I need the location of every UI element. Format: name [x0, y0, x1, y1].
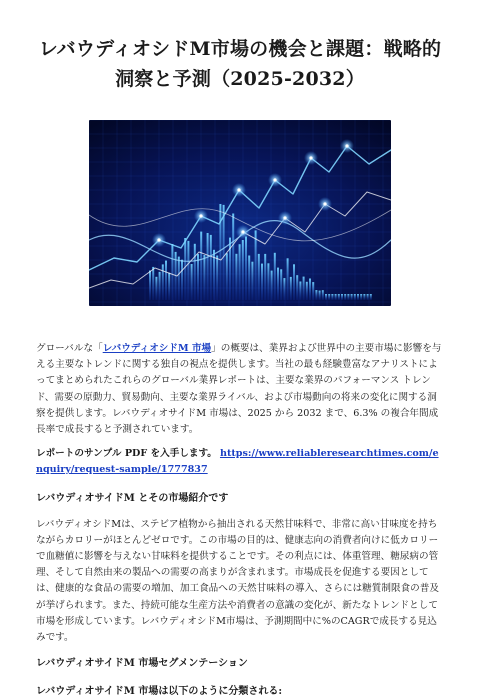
- intro-body: 」の概要は、業界および世界中の主要市場に影響を与える主要なトレンドに関する独自の視点を提供します。当社の最も経験豊富なアナリストによってまとめられたこれらのグローバル業界レポートは、主要な業界のパフォーマンス トレンド、需要の原動力、貿易動向、主要な業界ライバル、および市場動向の将来の変化に関する洞察を提供します。レバウディオサイドM 市場は、2025 から 2032 まで、6.3% の複合年間成長率で成長すると予測されています。: [36, 343, 442, 436]
- hero-dot-decoration: [157, 238, 160, 241]
- hero-bar-decoration: [341, 294, 343, 300]
- hero-bar-decoration: [296, 275, 298, 300]
- hero-bar-decoration: [210, 235, 212, 300]
- hero-bar-decoration: [277, 268, 279, 300]
- market-keyword-link[interactable]: レバウディオシドM 市場: [102, 343, 212, 354]
- hero-bar-decoration: [248, 256, 250, 301]
- hero-bar-decoration: [191, 264, 193, 300]
- hero-bar-decoration: [287, 258, 289, 300]
- hero-bar-decoration: [363, 294, 365, 300]
- hero-bar-decoration: [299, 282, 301, 301]
- title-line-1: レバウディオシドM市場の機会と課題：戦略的: [38, 38, 442, 60]
- hero-bar-decoration: [347, 294, 349, 300]
- hero-bar-decoration: [171, 244, 173, 300]
- hero-bar-decoration: [328, 294, 330, 300]
- hero-bar-decoration: [187, 241, 189, 300]
- hero-bar-decoration: [322, 290, 324, 300]
- classification-heading: レバウディオサイドM 市場は以下のように分類される:: [36, 686, 283, 698]
- hero-bar-decoration: [271, 271, 273, 300]
- hero-bar-decoration: [367, 294, 369, 300]
- hero-bar-decoration: [181, 260, 183, 300]
- hero-bar-decoration: [267, 263, 269, 300]
- hero-bar-decoration: [274, 253, 276, 300]
- hero-bar-decoration: [309, 279, 311, 301]
- hero-dot-decoration: [283, 216, 286, 219]
- title-line-2: 洞察と予測（2025-2032）: [115, 68, 365, 90]
- hero-bar-decoration: [245, 237, 247, 301]
- hero-bar-decoration: [251, 262, 253, 300]
- segmentation-heading: レバウディオサイドM 市場セグメンテーション: [36, 658, 248, 670]
- hero-bar-decoration: [335, 294, 337, 300]
- hero-bar-decoration: [200, 232, 202, 300]
- hero-dot-decoration: [237, 188, 240, 191]
- hero-bar-decoration: [226, 253, 228, 300]
- intro-paragraph: [36, 341, 444, 438]
- hero-bar-decoration: [219, 204, 221, 300]
- hero-bar-decoration: [370, 294, 372, 300]
- hero-bar-decoration: [351, 294, 353, 300]
- hero-bar-decoration: [280, 269, 282, 300]
- section-intro-body: レバウディオシドMは、ステビア植物から抽出される天然甘味料で、非常に高い甘味度を持ちながらカロリーがほとんどゼロです。この市場の目的は、健康志向の消費者向けに低カロリーで血糖値に影響を与えない甘味料を提供することです。その利点には、体重管理、糖尿病の管理、そして自然由来の製品への需要の高まりが含まれます。市場成長を促進する要因としては、健康的な食品の需要の増加、加工食品への天然甘味料の導入、さらには糖質制限食の普及が挙げられます。また、持続可能な生産方法や消費者の意識の変化が、新たなトレンドとして市場を形成しています。レバウディオシドM市場は、予測期間中に%のCAGRで成長する見込みです。: [36, 518, 439, 644]
- hero-bar-decoration: [235, 254, 237, 300]
- hero-dot-decoration: [241, 230, 244, 233]
- hero-dot-decoration: [273, 178, 276, 181]
- hero-bar-decoration: [331, 294, 333, 300]
- hero-bar-decoration: [159, 272, 161, 300]
- sample-request-line: [36, 446, 444, 478]
- hero-bar-decoration: [165, 261, 167, 300]
- hero-image: [89, 120, 391, 306]
- sample-label: レポートのサンプル PDF を入手します。: [36, 448, 217, 460]
- hero-bar-decoration: [315, 290, 317, 300]
- hero-bar-decoration: [319, 291, 321, 300]
- sample-request-link[interactable]: https://www.reliableresearchtimes.com/enquiry/request-sample/1777837: [36, 448, 439, 476]
- hero-bar-decoration: [357, 294, 359, 300]
- hero-bar-decoration: [232, 214, 234, 301]
- hero-bar-decoration: [178, 257, 180, 300]
- hero-bar-decoration: [354, 294, 356, 300]
- hero-bar-decoration: [258, 254, 260, 300]
- hero-bar-decoration: [283, 278, 285, 300]
- hero-bar-decoration: [325, 294, 327, 300]
- hero-bar-decoration: [242, 240, 244, 300]
- hero-bar-decoration: [207, 233, 209, 300]
- hero-bar-decoration: [152, 267, 154, 300]
- section-intro-heading: レバウディオサイドM とその市場紹介です: [36, 492, 229, 504]
- hero-bar-decoration: [312, 282, 314, 300]
- hero-bar-decoration: [149, 271, 151, 301]
- hero-bar-decoration: [216, 256, 218, 301]
- hero-bar-decoration: [184, 238, 186, 300]
- hero-bar-decoration: [255, 230, 257, 300]
- hero-bar-decoration: [293, 264, 295, 300]
- hero-bar-decoration: [155, 277, 157, 300]
- intro-prefix: グローバルな「: [36, 343, 103, 354]
- hero-dot-decoration: [199, 214, 202, 217]
- hero-bar-decoration: [338, 294, 340, 300]
- hero-bar-decoration: [360, 294, 362, 300]
- hero-bar-decoration: [203, 255, 205, 300]
- hero-bar-decoration: [223, 205, 225, 300]
- hero-dot-decoration: [309, 156, 312, 159]
- hero-bar-decoration: [239, 244, 241, 300]
- hero-bar-decoration: [290, 277, 292, 300]
- hero-bar-decoration: [194, 244, 196, 300]
- page-title: [36, 0, 444, 94]
- hero-dot-decoration: [323, 202, 326, 205]
- hero-bar-decoration: [162, 264, 164, 300]
- hero-bar-decoration: [261, 264, 263, 300]
- hero-bar-decoration: [344, 294, 346, 300]
- hero-bar-decoration: [168, 273, 170, 300]
- hero-bar-decoration: [264, 254, 266, 300]
- hero-bar-decoration: [306, 282, 308, 300]
- hero-dot-decoration: [345, 144, 348, 147]
- hero-bar-decoration: [303, 277, 305, 300]
